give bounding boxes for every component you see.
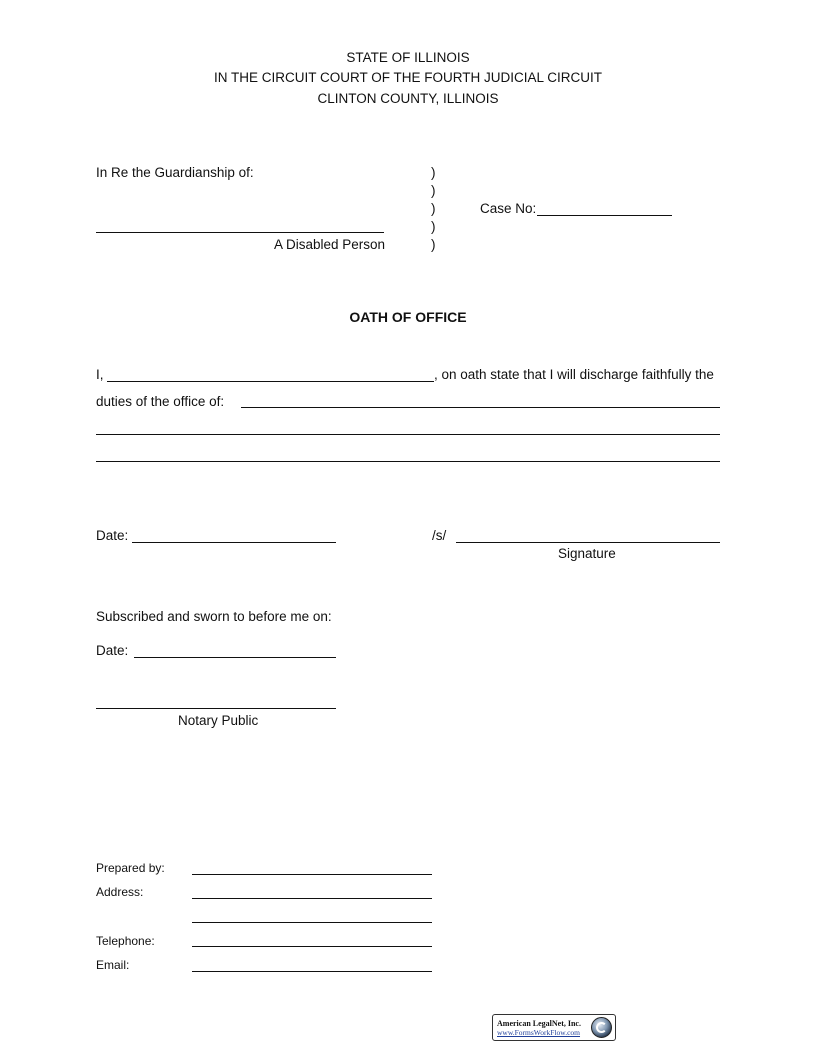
duties-label: duties of the office of: bbox=[96, 394, 225, 409]
case-no-label: Case No: bbox=[480, 201, 537, 216]
email-line[interactable] bbox=[192, 971, 432, 972]
court-header-circuit: IN THE CIRCUIT COURT OF THE FOURTH JUDICIAL CIRCUIT bbox=[213, 70, 603, 85]
address-line-2[interactable] bbox=[192, 922, 432, 923]
signature-line[interactable] bbox=[456, 542, 720, 543]
badge-company-name: American LegalNet, Inc. bbox=[497, 1019, 581, 1028]
badge-website-link[interactable]: www.FormsWorkFlow.com bbox=[497, 1028, 581, 1037]
forms-workflow-badge[interactable] bbox=[492, 1014, 616, 1041]
oath-i-label: I, bbox=[96, 367, 104, 382]
ward-name-line[interactable] bbox=[96, 232, 384, 233]
office-line-1[interactable] bbox=[241, 407, 720, 408]
address-label: Address: bbox=[96, 885, 144, 899]
telephone-line[interactable] bbox=[192, 946, 432, 947]
caption-paren-4: ) bbox=[431, 219, 436, 234]
notary-signature-line[interactable] bbox=[96, 708, 336, 709]
telephone-label: Telephone: bbox=[96, 934, 155, 948]
document-title: OATH OF OFFICE bbox=[349, 309, 467, 325]
court-header-county: CLINTON COUNTY, ILLINOIS bbox=[317, 91, 499, 106]
address-line-1[interactable] bbox=[192, 898, 432, 899]
office-line-2[interactable] bbox=[96, 434, 720, 435]
signature-caption: Signature bbox=[558, 546, 616, 561]
affiant-name-line[interactable] bbox=[107, 381, 434, 382]
notary-date-label: Date: bbox=[96, 643, 129, 658]
oath-date-label: Date: bbox=[96, 528, 129, 543]
email-label: Email: bbox=[96, 958, 130, 972]
signature-prefix: /s/ bbox=[432, 528, 447, 543]
caption-paren-1: ) bbox=[431, 165, 436, 180]
office-line-3[interactable] bbox=[96, 461, 720, 462]
court-header-state: STATE OF ILLINOIS bbox=[346, 50, 470, 65]
caption-paren-5: ) bbox=[431, 237, 436, 252]
notary-date-line[interactable] bbox=[134, 657, 336, 658]
notary-public-caption: Notary Public bbox=[178, 713, 259, 728]
disabled-person-label: A Disabled Person bbox=[274, 237, 386, 252]
globe-logo-icon bbox=[591, 1017, 612, 1038]
subscribed-sworn-label: Subscribed and sworn to before me on: bbox=[96, 609, 332, 624]
case-no-line[interactable] bbox=[537, 215, 672, 216]
oath-statement: , on oath state that I will discharge faithfully the bbox=[434, 367, 714, 382]
prepared-by-line[interactable] bbox=[192, 874, 432, 875]
prepared-by-label: Prepared by: bbox=[96, 861, 165, 875]
oath-date-line[interactable] bbox=[132, 542, 336, 543]
in-re-label: In Re the Guardianship of: bbox=[96, 165, 254, 180]
caption-paren-3: ) bbox=[431, 201, 436, 216]
caption-paren-2: ) bbox=[431, 183, 436, 198]
